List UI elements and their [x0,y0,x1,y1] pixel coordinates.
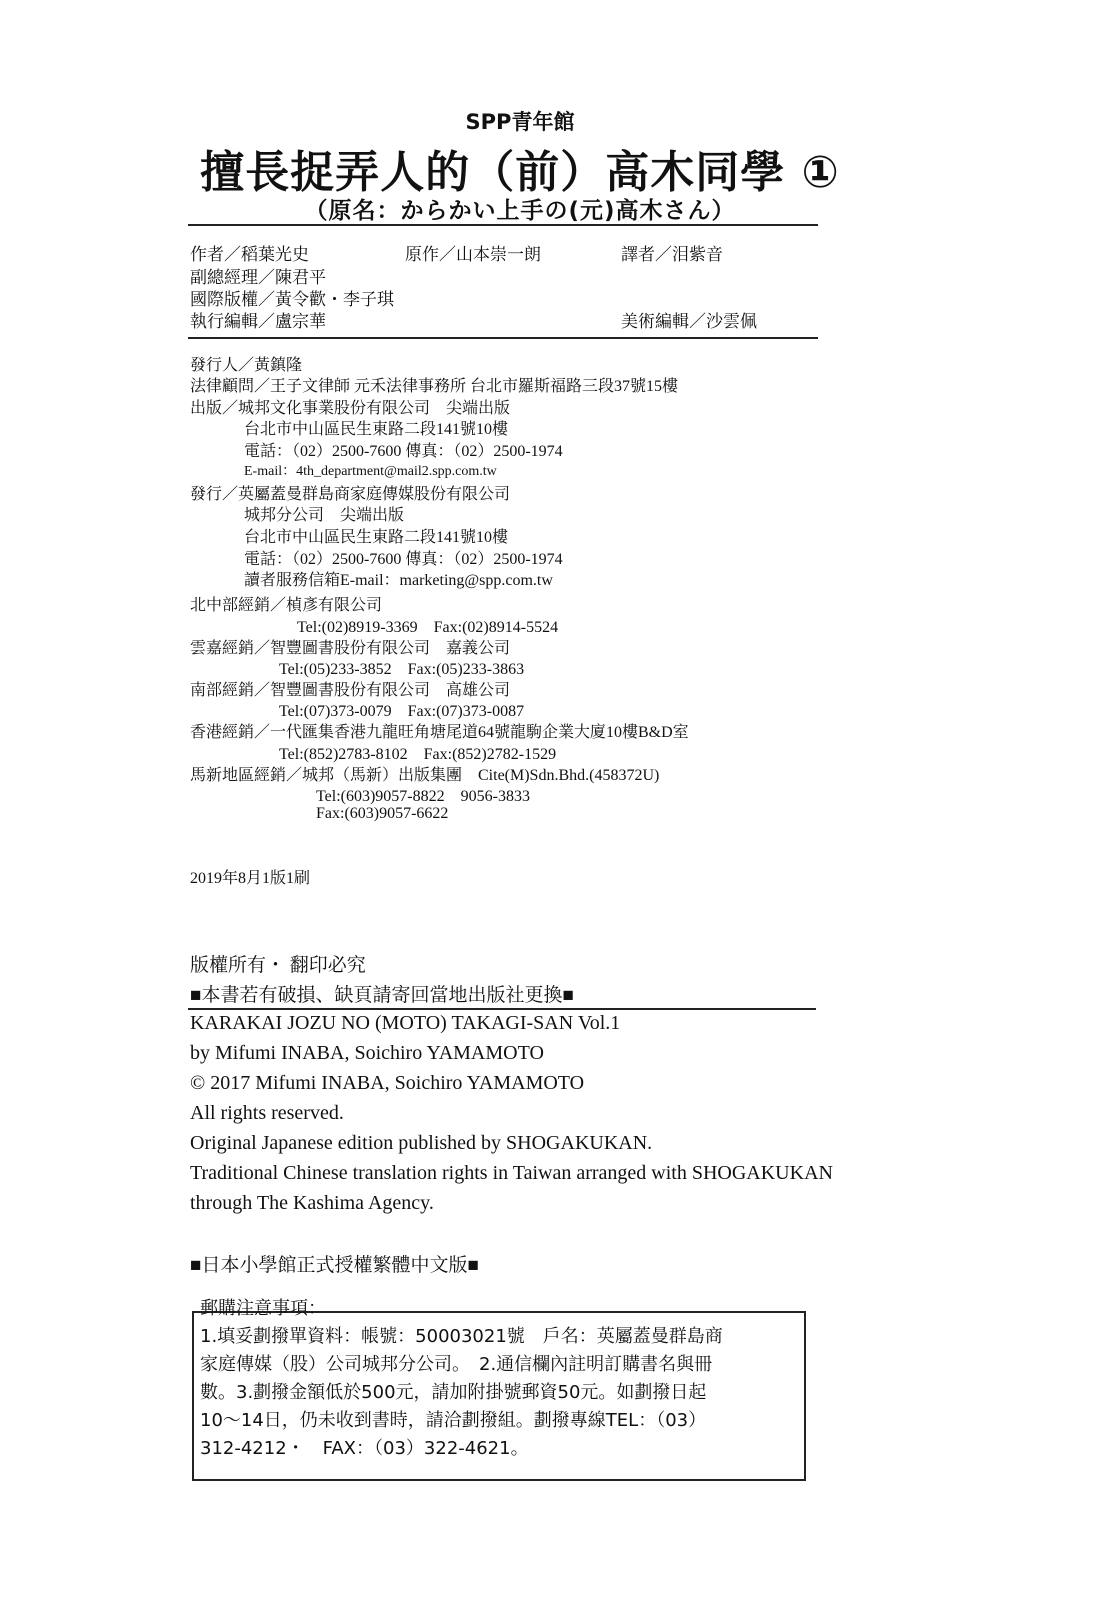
damaged-copy-notice: ■本書若有破損、缺頁請寄回當地出版社更換■ [190,985,574,1006]
english-rights-reserved: All rights reserved. [190,1102,344,1124]
edition-date: 2019年8月1版1刷 [190,870,311,887]
book-title: 擅長捉弄人的（前）高木同學 ① [200,147,840,198]
divider [188,1008,816,1010]
north-distributor-contact: Tel:(02)8919-3369 Fax:(02)8914-5524 [297,619,559,636]
my-distributor-fax: Fax:(603)9057-6622 [316,805,449,822]
distributor: 發行／英屬蓋曼群島商家庭傳媒股份有限公司 [190,486,511,503]
issuer: 發行人／黃鎮隆 [190,357,303,374]
hk-distributor-contact: Tel:(852)2783-8102 Fax:(852)2782-1529 [279,746,557,763]
publisher-email: E-mail：4th_department@mail2.spp.com.tw [244,464,497,479]
english-original-edition: Original Japanese edition published by SHOGAKUKAN. [190,1132,653,1154]
south-distributor: 南部經銷／智豐圖書股份有限公司 高雄公司 [190,682,511,699]
all-rights-reserved-zh: 版權所有・ 翻印必究 [190,955,366,976]
english-agency: through The Kashima Agency. [190,1192,434,1214]
credit-translator: 譯者／泪紫音 [621,245,723,264]
publisher-phone: 電話：（02）2500-7600 傳真：（02）2500-1974 [244,443,563,460]
distributor-address: 台北市中山區民生東路二段141號10樓 [244,529,509,546]
credit-art-editor: 美術編輯／沙雲佩 [621,312,757,331]
north-distributor: 北中部經銷／楨彥有限公司 [190,597,383,614]
hk-distributor: 香港經銷／一代匯集香港九龍旺角塘尾道64號龍駒企業大廈10樓B&D室 [190,724,689,741]
notice-line-2: 家庭傳媒（股）公司城邦分公司。 2.通信欄內註明訂購書名與冊 [200,1354,713,1375]
distributor-phone: 電話：（02）2500-7600 傳真：（02）2500-1974 [244,551,563,568]
english-copyright: © 2017 Mifumi INABA, Soichiro YAMAMOTO [190,1072,585,1094]
divider [188,337,818,339]
original-title: （原名：からかい上手の(元)高木さん） [304,198,736,224]
publisher: 出版／城邦文化事業股份有限公司 尖端出版 [190,400,511,417]
credit-author: 作者／稻葉光史 [190,245,309,264]
yunjia-distributor: 雲嘉經銷／智豐圖書股份有限公司 嘉義公司 [190,640,511,657]
english-authors: by Mifumi INABA, Soichiro YAMAMOTO [190,1042,544,1064]
reader-service-email: 讀者服務信箱E-mail：marketing@spp.com.tw [244,572,553,589]
divider [188,224,818,226]
south-distributor-contact: Tel:(07)373-0079 Fax:(07)373-0087 [279,703,525,720]
my-distributor: 馬新地區經銷／城邦（馬新）出版集團 Cite(M)Sdn.Bhd.(458372U) [190,767,660,784]
notice-line-3: 數。3.劃撥金額低於500元，請加附掛號郵資50元。如劃撥日起 [200,1382,707,1403]
credit-intl-rights: 國際版權／黃令歡・李子琪 [190,290,394,309]
legal-counsel: 法律顧問／王子文律師 元禾法律事務所 台北市羅斯福路三段37號15樓 [190,378,679,395]
authorized-edition: ■日本小學館正式授權繁體中文版■ [190,1255,479,1276]
notice-line-5: 312-4212・ FAX：（03）322-4621。 [200,1438,529,1459]
notice-line-4: 10～14日，仍未收到書時，請洽劃撥組。劃撥專線TEL：（03） [200,1410,707,1431]
english-translation-rights: Traditional Chinese translation rights in Taiwan arranged with SHOGAKUKAN [190,1162,833,1184]
yunjia-distributor-contact: Tel:(05)233-3852 Fax:(05)233-3863 [279,661,525,678]
notice-line-1: 1.填妥劃撥單資料：帳號：50003021號 戶名：英屬蓋曼群島商 [200,1326,723,1347]
series-label: SPP青年館 [465,110,575,134]
credit-original-work: 原作／山本崇一朗 [405,245,541,264]
my-distributor-tel: Tel:(603)9057-8822 9056-3833 [316,788,530,805]
publisher-address: 台北市中山區民生東路二段141號10樓 [244,421,509,438]
credit-exec-editor: 執行編輯／盧宗華 [190,312,326,331]
distributor-branch: 城邦分公司 尖端出版 [244,507,405,524]
notice-title: 郵購注意事項： [200,1298,326,1319]
english-title: KARAKAI JOZU NO (MOTO) TAKAGI-SAN Vol.1 [190,1012,621,1034]
credit-deputy-manager: 副總經理／陳君平 [190,268,326,287]
